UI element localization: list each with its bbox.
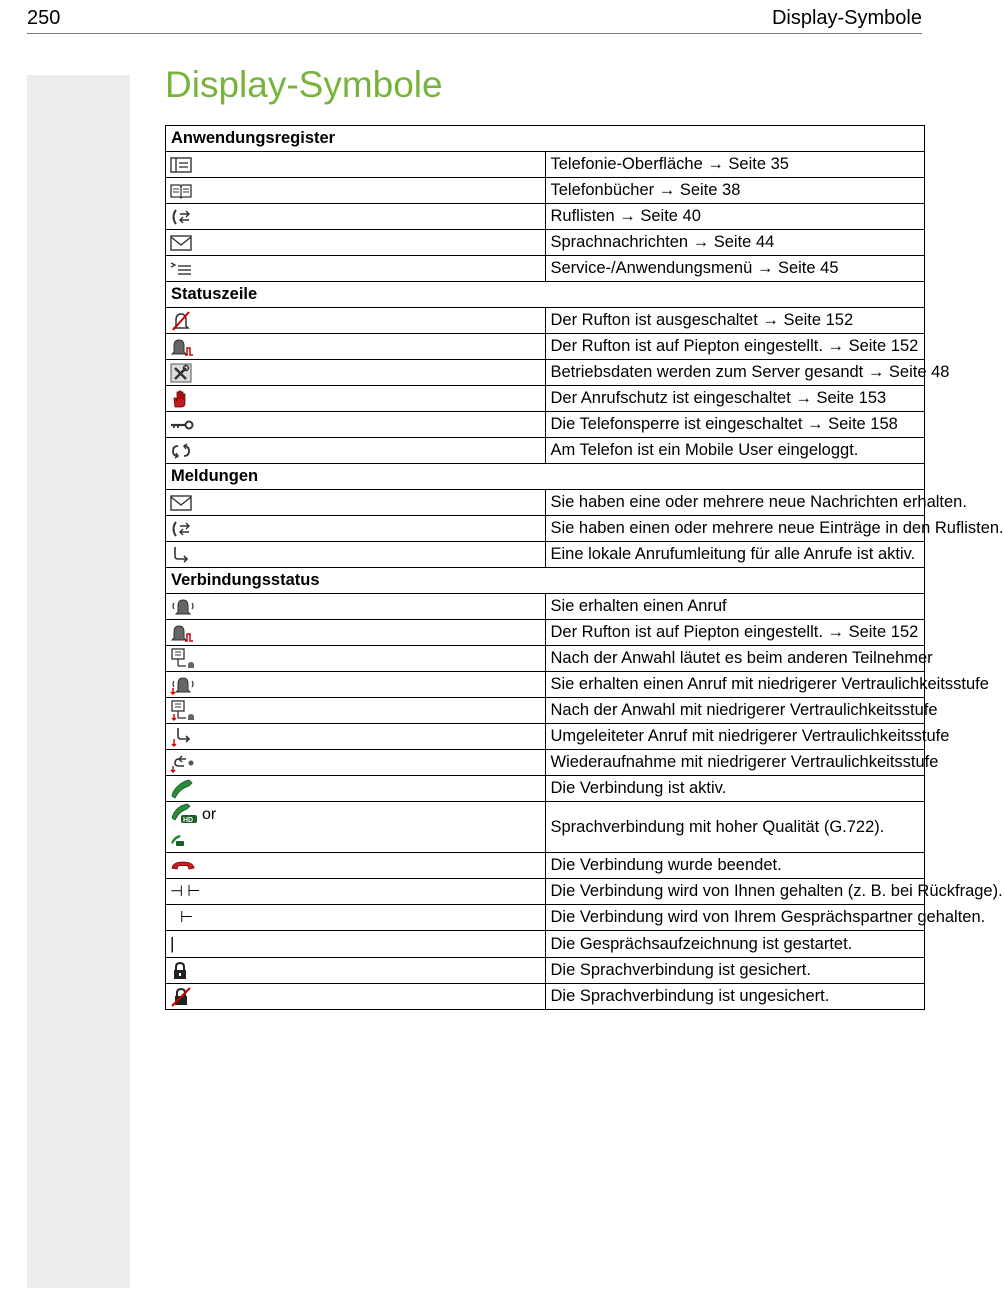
menu-list-icon <box>170 261 192 277</box>
row-text: Telefonbücher → Seite 38 <box>545 178 925 204</box>
symbol-table <box>165 125 1004 1010</box>
table-row <box>166 360 925 386</box>
table-row <box>166 905 925 931</box>
row-text: Die Gesprächsaufzeichnung ist gestartet. <box>545 931 925 958</box>
bell-beep-icon <box>170 623 194 643</box>
lock-off-icon <box>170 987 192 1007</box>
table-row <box>166 958 925 984</box>
phone-surface-icon <box>170 157 192 173</box>
hold-remote-icon: ⊢ <box>180 909 194 926</box>
section-title: Statuszeile <box>166 282 925 308</box>
section-row <box>166 126 925 152</box>
envelope-icon <box>170 495 192 511</box>
section-row <box>166 464 925 490</box>
section-title: Meldungen <box>166 464 925 490</box>
table-row <box>166 204 925 230</box>
handset-red-icon <box>170 859 196 873</box>
page-number: 250 <box>27 7 61 29</box>
row-text: Die Verbindung wird von Ihnen gehalten (z. B. bei Rückfrage). <box>545 879 925 905</box>
row-text: Nach der Anwahl mit niedrigerer Vertraulichkeitsstufe <box>545 698 925 724</box>
row-text: Sie haben eine oder mehrere neue Nachrichten erhalten. <box>545 490 925 516</box>
row-text: Der Rufton ist auf Piepton eingestellt. → Seite 152 <box>545 620 925 646</box>
page-title: Display-Symbole <box>165 64 443 105</box>
call-forward-icon <box>170 546 192 564</box>
row-text: Sie erhalten einen Anruf <box>545 594 925 620</box>
table-row <box>166 802 925 853</box>
header-divider <box>27 33 922 34</box>
row-text: Die Verbindung wurde beendet. <box>545 853 925 879</box>
table-row <box>166 412 925 438</box>
table-row <box>166 178 925 204</box>
row-text: Die Telefonsperre ist eingeschaltet → Seite 158 <box>545 412 925 438</box>
table-row <box>166 230 925 256</box>
tools-icon <box>170 363 192 383</box>
table-row <box>166 698 925 724</box>
row-text: Sprachnachrichten → Seite 44 <box>545 230 925 256</box>
section-row <box>166 282 925 308</box>
ringing-bell-low-icon <box>170 675 196 695</box>
table-row <box>166 620 925 646</box>
key-icon <box>170 418 194 432</box>
call-list-icon <box>170 520 192 538</box>
phonebook-icon <box>170 183 192 199</box>
row-text: Die Verbindung wird von Ihrem Gesprächspartner gehalten. <box>545 905 925 931</box>
row-text: Umgeleiteter Anruf mit niedrigerer Vertraulichkeitsstufe <box>545 724 925 750</box>
row-text: Service-/Anwendungsmenü → Seite 45 <box>545 256 925 282</box>
call-list-icon <box>170 208 192 226</box>
row-text: Nach der Anwahl läutet es beim anderen Teilnehmer <box>545 646 925 672</box>
table-row <box>166 750 925 776</box>
table-row <box>166 516 925 542</box>
row-text: Sprachverbindung mit hoher Qualität (G.722). <box>545 802 925 853</box>
handset-green-icon <box>170 778 194 800</box>
section-row <box>166 568 925 594</box>
table-row <box>166 984 925 1010</box>
row-text: Die Verbindung ist aktiv. <box>545 776 925 802</box>
table-row <box>166 542 925 568</box>
row-text: Eine lokale Anrufumleitung für alle Anrufe ist aktiv. <box>545 542 925 568</box>
row-text: Sie haben einen oder mehrere neue Einträge in den Ruflisten. <box>545 516 925 542</box>
section-title: Anwendungsregister <box>166 126 925 152</box>
dial-ringing-icon <box>170 648 196 670</box>
row-text: Wiederaufnahme mit niedrigerer Vertraulichkeitsstufe <box>545 750 925 776</box>
table-row <box>166 386 925 412</box>
handset-hd-small-icon <box>170 834 184 846</box>
table-row <box>166 490 925 516</box>
row-text: Der Rufton ist auf Piepton eingestellt. → Seite 152 <box>545 334 925 360</box>
row-text: Telefonie-Oberfläche → Seite 35 <box>545 152 925 178</box>
row-text: Die Sprachverbindung ist ungesichert. <box>545 984 925 1010</box>
forward-low-icon <box>170 727 194 747</box>
table-row <box>166 724 925 750</box>
lock-icon <box>170 961 190 981</box>
mobile-user-icon <box>170 442 192 460</box>
hold-both-icon: ⊣ ⊢ <box>170 883 201 900</box>
table-row <box>166 152 925 178</box>
row-text: Ruflisten → Seite 40 <box>545 204 925 230</box>
row-text: Der Rufton ist ausgeschaltet → Seite 152 <box>545 308 925 334</box>
icon-or-text: or <box>202 806 217 823</box>
table-row <box>166 308 925 334</box>
table-row <box>166 438 925 464</box>
resume-low-icon <box>170 753 196 773</box>
recording-icon: | <box>170 934 175 953</box>
envelope-icon <box>170 235 192 251</box>
table-row <box>166 256 925 282</box>
row-text: Am Telefon ist ein Mobile User eingeloggt. <box>545 438 925 464</box>
row-text: Die Sprachverbindung ist gesichert. <box>545 958 925 984</box>
table-row <box>166 879 925 905</box>
section-title: Verbindungsstatus <box>166 568 925 594</box>
row-text: Betriebsdaten werden zum Server gesandt → Seite 48 <box>545 360 925 386</box>
margin-bar <box>27 75 130 1288</box>
table-row <box>166 776 925 802</box>
table-row <box>166 646 925 672</box>
bell-beep-icon <box>170 337 194 357</box>
dial-low-icon <box>170 700 196 722</box>
row-text: Der Anrufschutz ist eingeschaltet → Seite 153 <box>545 386 925 412</box>
handset-hd-icon <box>170 802 198 824</box>
row-text: Sie erhalten einen Anruf mit niedrigerer Vertraulichkeitsstufe <box>545 672 925 698</box>
svg-text:HD: HD <box>183 817 194 824</box>
table-row <box>166 594 925 620</box>
running-header: Display-Symbole <box>771 7 922 29</box>
table-row <box>166 672 925 698</box>
table-row <box>166 931 925 958</box>
ringing-bell-icon <box>170 597 196 617</box>
hand-icon <box>170 389 190 409</box>
table-row <box>166 334 925 360</box>
bell-off-icon <box>170 311 192 331</box>
table-row <box>166 853 925 879</box>
